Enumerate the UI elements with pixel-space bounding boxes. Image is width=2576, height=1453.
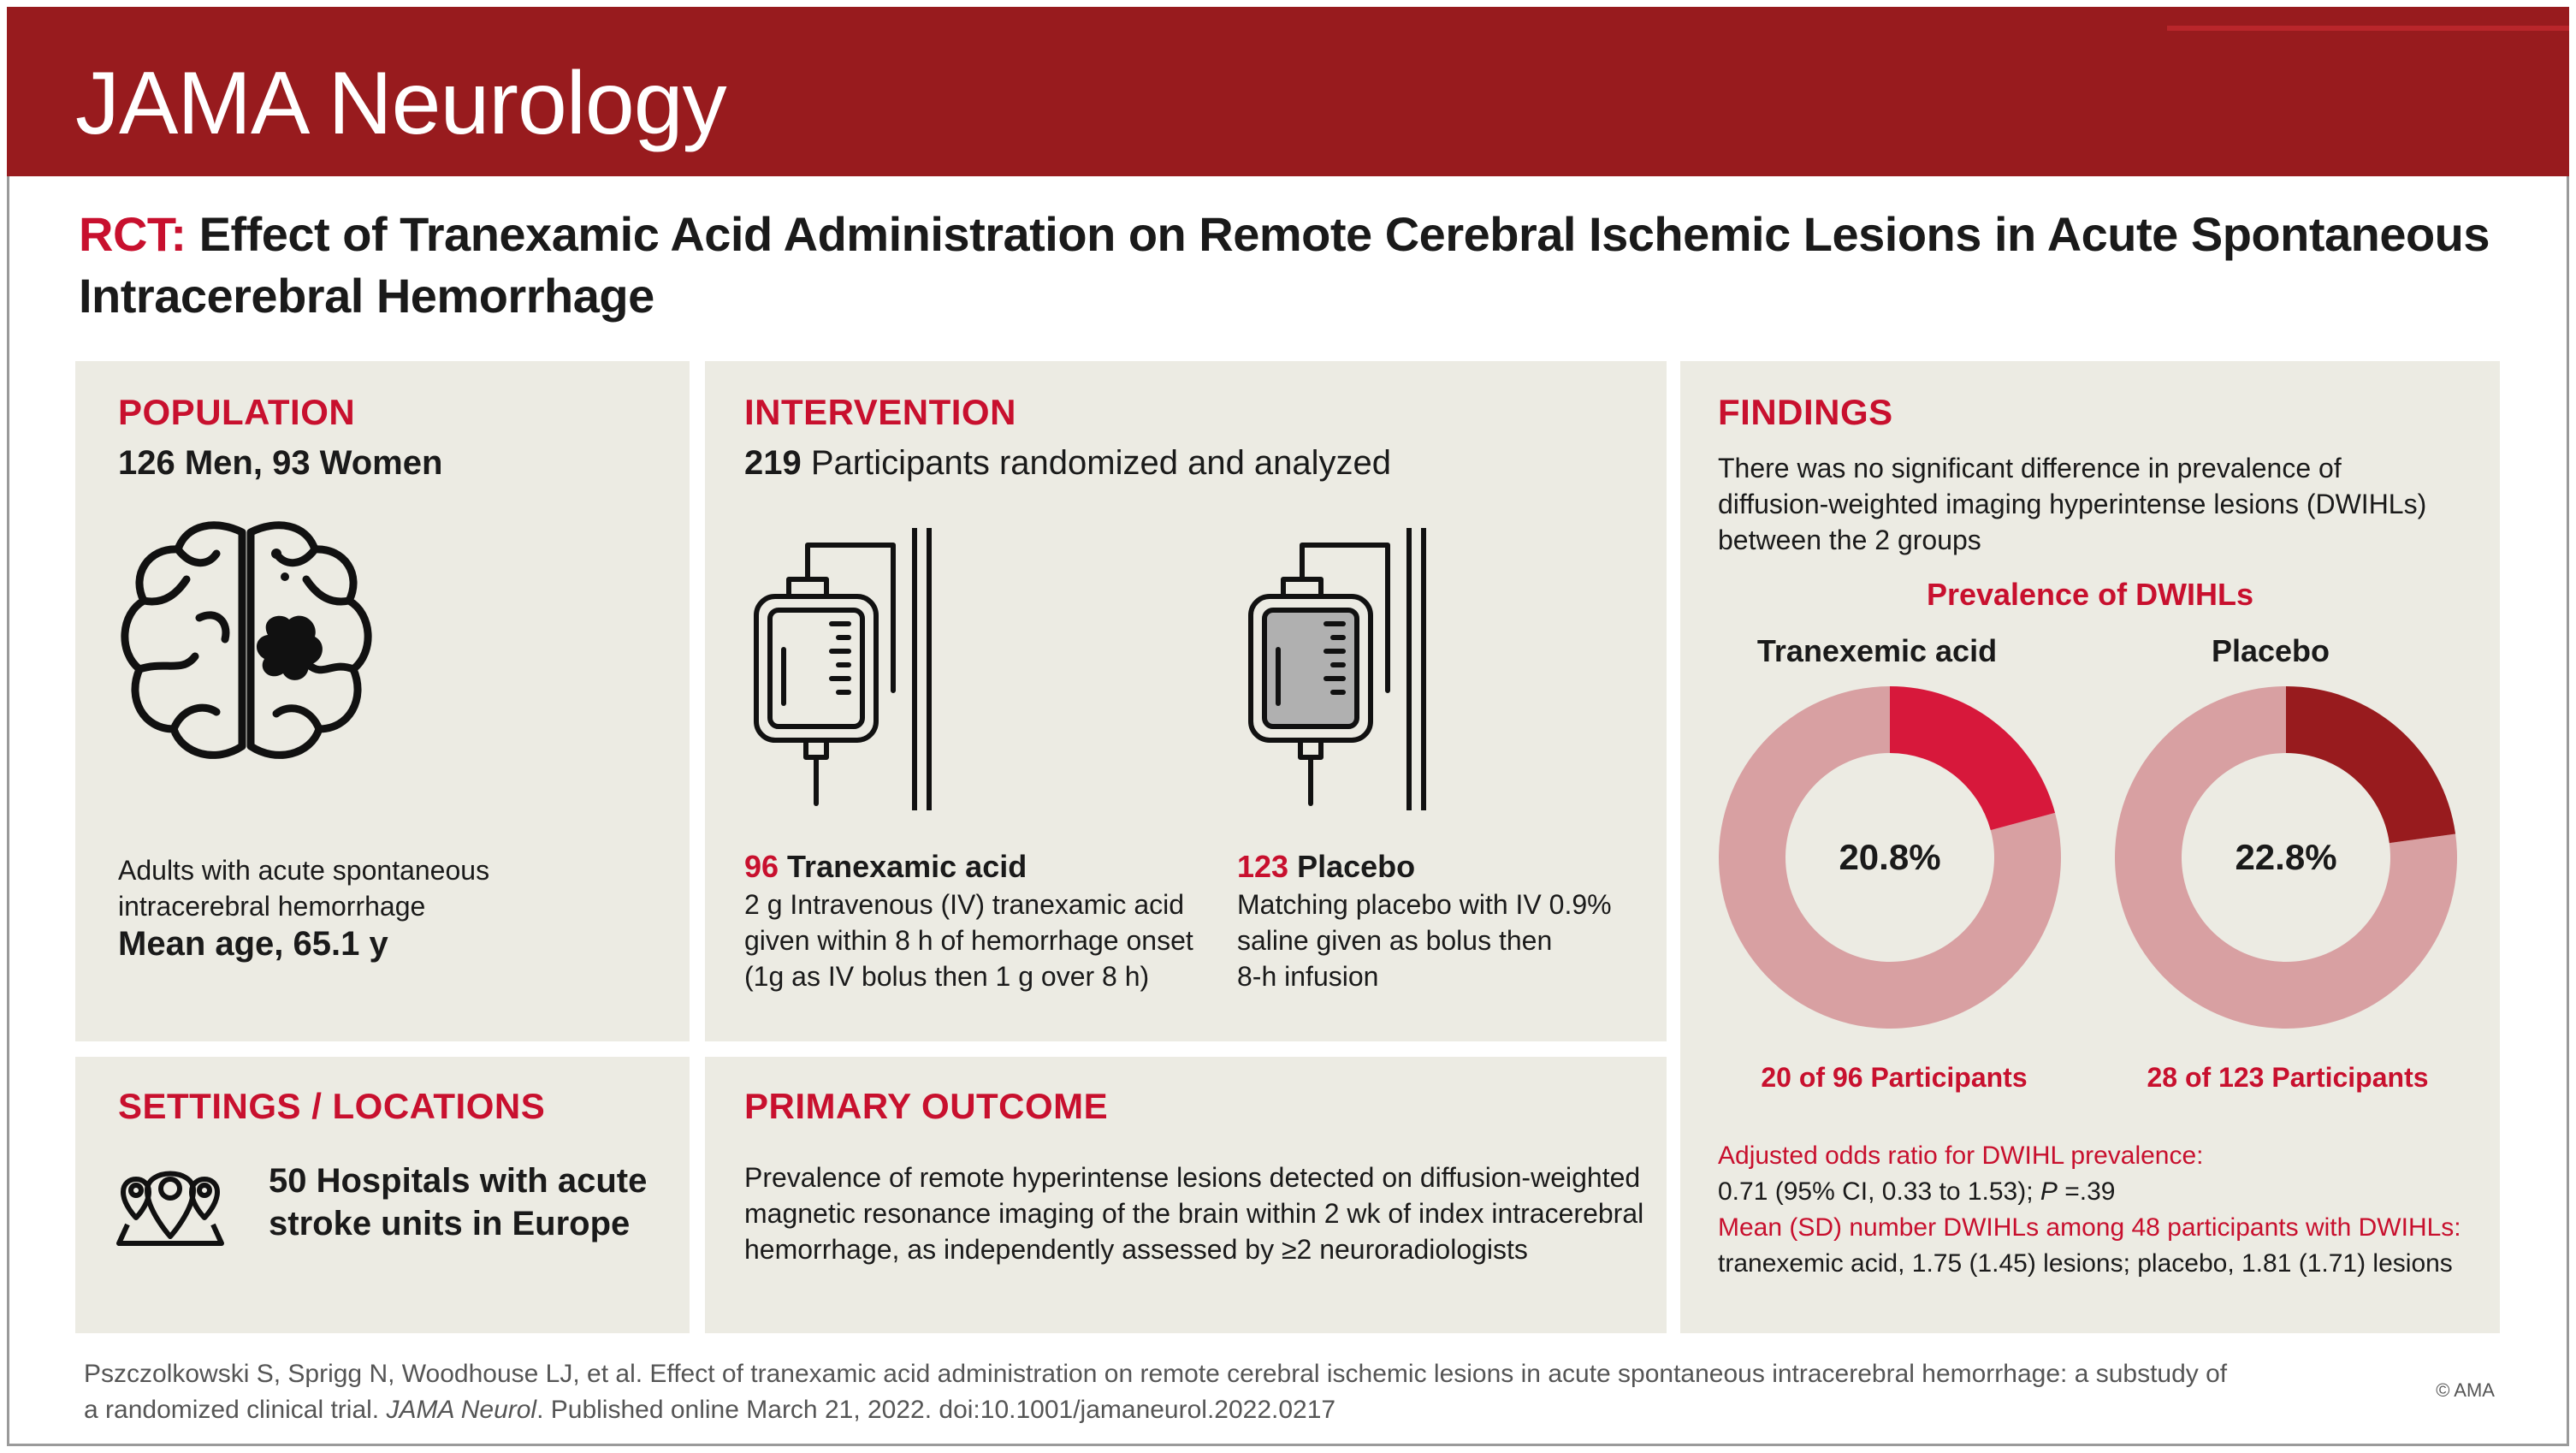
settings-line-1: 50 Hospitals with acute bbox=[269, 1162, 648, 1200]
donut-value-slice-placebo bbox=[2286, 686, 2455, 843]
group-2-line-3: 8-h infusion bbox=[1237, 961, 1379, 992]
mean-lesions-heading: Mean (SD) number DWIHLs among 48 participants with DWIHLs: bbox=[1718, 1213, 2461, 1242]
primary-outcome-line-1: Prevalence of remote hyperintense lesions detected on diffusion-weighted bbox=[744, 1162, 1641, 1193]
primary-outcome-panel bbox=[705, 1057, 1667, 1333]
intervention-panel bbox=[705, 361, 1667, 1041]
primary-outcome-line-3: hemorrhage, as independently assessed by ≥2 neuroradiologists bbox=[744, 1234, 1528, 1265]
group-2-line-1: Matching placebo with IV 0.9% bbox=[1237, 889, 1612, 920]
mean-age: Mean age, 65.1 y bbox=[118, 925, 388, 963]
population-counts: 126 Men, 93 Women bbox=[118, 444, 443, 482]
population-description-1: Adults with acute spontaneous bbox=[118, 855, 490, 886]
citation-journal: JAMA Neurol bbox=[386, 1396, 537, 1424]
group-1-title bbox=[744, 849, 1027, 885]
series-label-tranexemic: Tranexemic acid bbox=[1756, 633, 1998, 668]
population-panel bbox=[75, 361, 690, 1041]
group-2-count: 123 bbox=[1237, 849, 1289, 884]
donut-value-slice-tranexemic bbox=[1890, 686, 2055, 830]
copyright: © AMA bbox=[2436, 1379, 2495, 1401]
title-text: Effect of Tranexamic Acid Administration on Remote Cerebral Ischemic Lesions in Acute Spontaneous Intracerebral Hemorrhage bbox=[79, 207, 2490, 323]
group-1-line-3: (1g as IV bolus then 1 g over 8 h) bbox=[744, 961, 1150, 992]
odds-ratio-text: 0.71 (95% CI, 0.33 to 1.53); bbox=[1718, 1177, 2040, 1206]
location-pins-icon bbox=[115, 1158, 226, 1252]
group-1-line-1: 2 g Intravenous (IV) tranexamic acid bbox=[744, 889, 1185, 920]
total-text: Participants randomized and analyzed bbox=[801, 444, 1392, 482]
settings-heading: SETTINGS / LOCATIONS bbox=[118, 1086, 546, 1126]
participants-tranexemic: 20 of 96 Participants bbox=[1761, 1062, 2028, 1093]
journal-name: JAMA Neurology bbox=[75, 54, 726, 153]
series-label-placebo: Placebo bbox=[2211, 633, 2330, 668]
brain-icon bbox=[114, 515, 379, 772]
findings-heading: FINDINGS bbox=[1718, 392, 1893, 432]
citation bbox=[84, 1356, 2394, 1428]
settings-panel bbox=[75, 1057, 690, 1333]
group-1-line-2: given within 8 h of hemorrhage onset bbox=[744, 925, 1193, 956]
citation-suffix: . Published online March 21, 2022. doi:10.1001/jamaneurol.2022.0217 bbox=[536, 1396, 1336, 1424]
population-description-2: intracerebral hemorrhage bbox=[118, 891, 426, 922]
group-2-name: Placebo bbox=[1288, 849, 1416, 884]
settings-line-2: stroke units in Europe bbox=[269, 1205, 631, 1242]
findings-line-3: between the 2 groups bbox=[1718, 525, 1981, 555]
primary-outcome-heading: PRIMARY OUTCOME bbox=[744, 1086, 1109, 1126]
odds-ratio-value bbox=[1718, 1174, 2115, 1210]
total-number: 219 bbox=[744, 444, 802, 482]
findings-panel bbox=[1680, 361, 2500, 1333]
p-label: P bbox=[2040, 1177, 2058, 1206]
title-tag: RCT: bbox=[79, 207, 187, 261]
citation-line-2 bbox=[84, 1392, 2394, 1428]
findings-line-1: There was no significant difference in prevalence of bbox=[1718, 453, 2342, 483]
journal-header bbox=[7, 7, 2569, 176]
primary-outcome-line-2: magnetic resonance imaging of the brain within 2 wk of index intracerebral bbox=[744, 1198, 1644, 1229]
group-1-name: Tranexamic acid bbox=[779, 849, 1027, 884]
mean-lesions-value: tranexemic acid, 1.75 (1.45) lesions; placebo, 1.81 (1.71) lesions bbox=[1718, 1249, 2453, 1278]
participants-placebo: 28 of 123 Participants bbox=[2147, 1062, 2429, 1093]
iv-bag-filled-icon bbox=[1234, 528, 1439, 810]
page-title bbox=[79, 204, 2491, 327]
citation-line-1: Pszczolkowski S, Sprigg N, Woodhouse LJ, et al. Effect of tranexamic acid administration on remote cerebral ischemic lesions in acute spontaneous intracerebral hemorrhage: a substudy of bbox=[84, 1360, 2228, 1388]
odds-ratio-heading: Adjusted odds ratio for DWIHL prevalence: bbox=[1718, 1142, 2204, 1170]
header-stripe bbox=[2167, 26, 2569, 31]
citation-prefix: a randomized clinical trial. bbox=[84, 1396, 387, 1424]
group-1-count: 96 bbox=[744, 849, 779, 884]
chart-title: Prevalence of DWIHLs bbox=[1926, 577, 2254, 612]
donut-value-placebo: 22.8% bbox=[2235, 837, 2337, 877]
p-value: =.39 bbox=[2057, 1177, 2116, 1206]
donut-value-tranexemic: 20.8% bbox=[1839, 837, 1941, 877]
findings-line-2: diffusion-weighted imaging hyperintense lesions (DWIHLs) bbox=[1718, 489, 2427, 519]
intervention-heading: INTERVENTION bbox=[744, 392, 1016, 432]
group-2-line-2: saline given as bolus then bbox=[1237, 925, 1553, 956]
group-2-title bbox=[1237, 849, 1415, 885]
population-heading: POPULATION bbox=[118, 392, 356, 432]
intervention-total bbox=[744, 445, 1391, 481]
iv-bag-icon bbox=[739, 528, 945, 810]
